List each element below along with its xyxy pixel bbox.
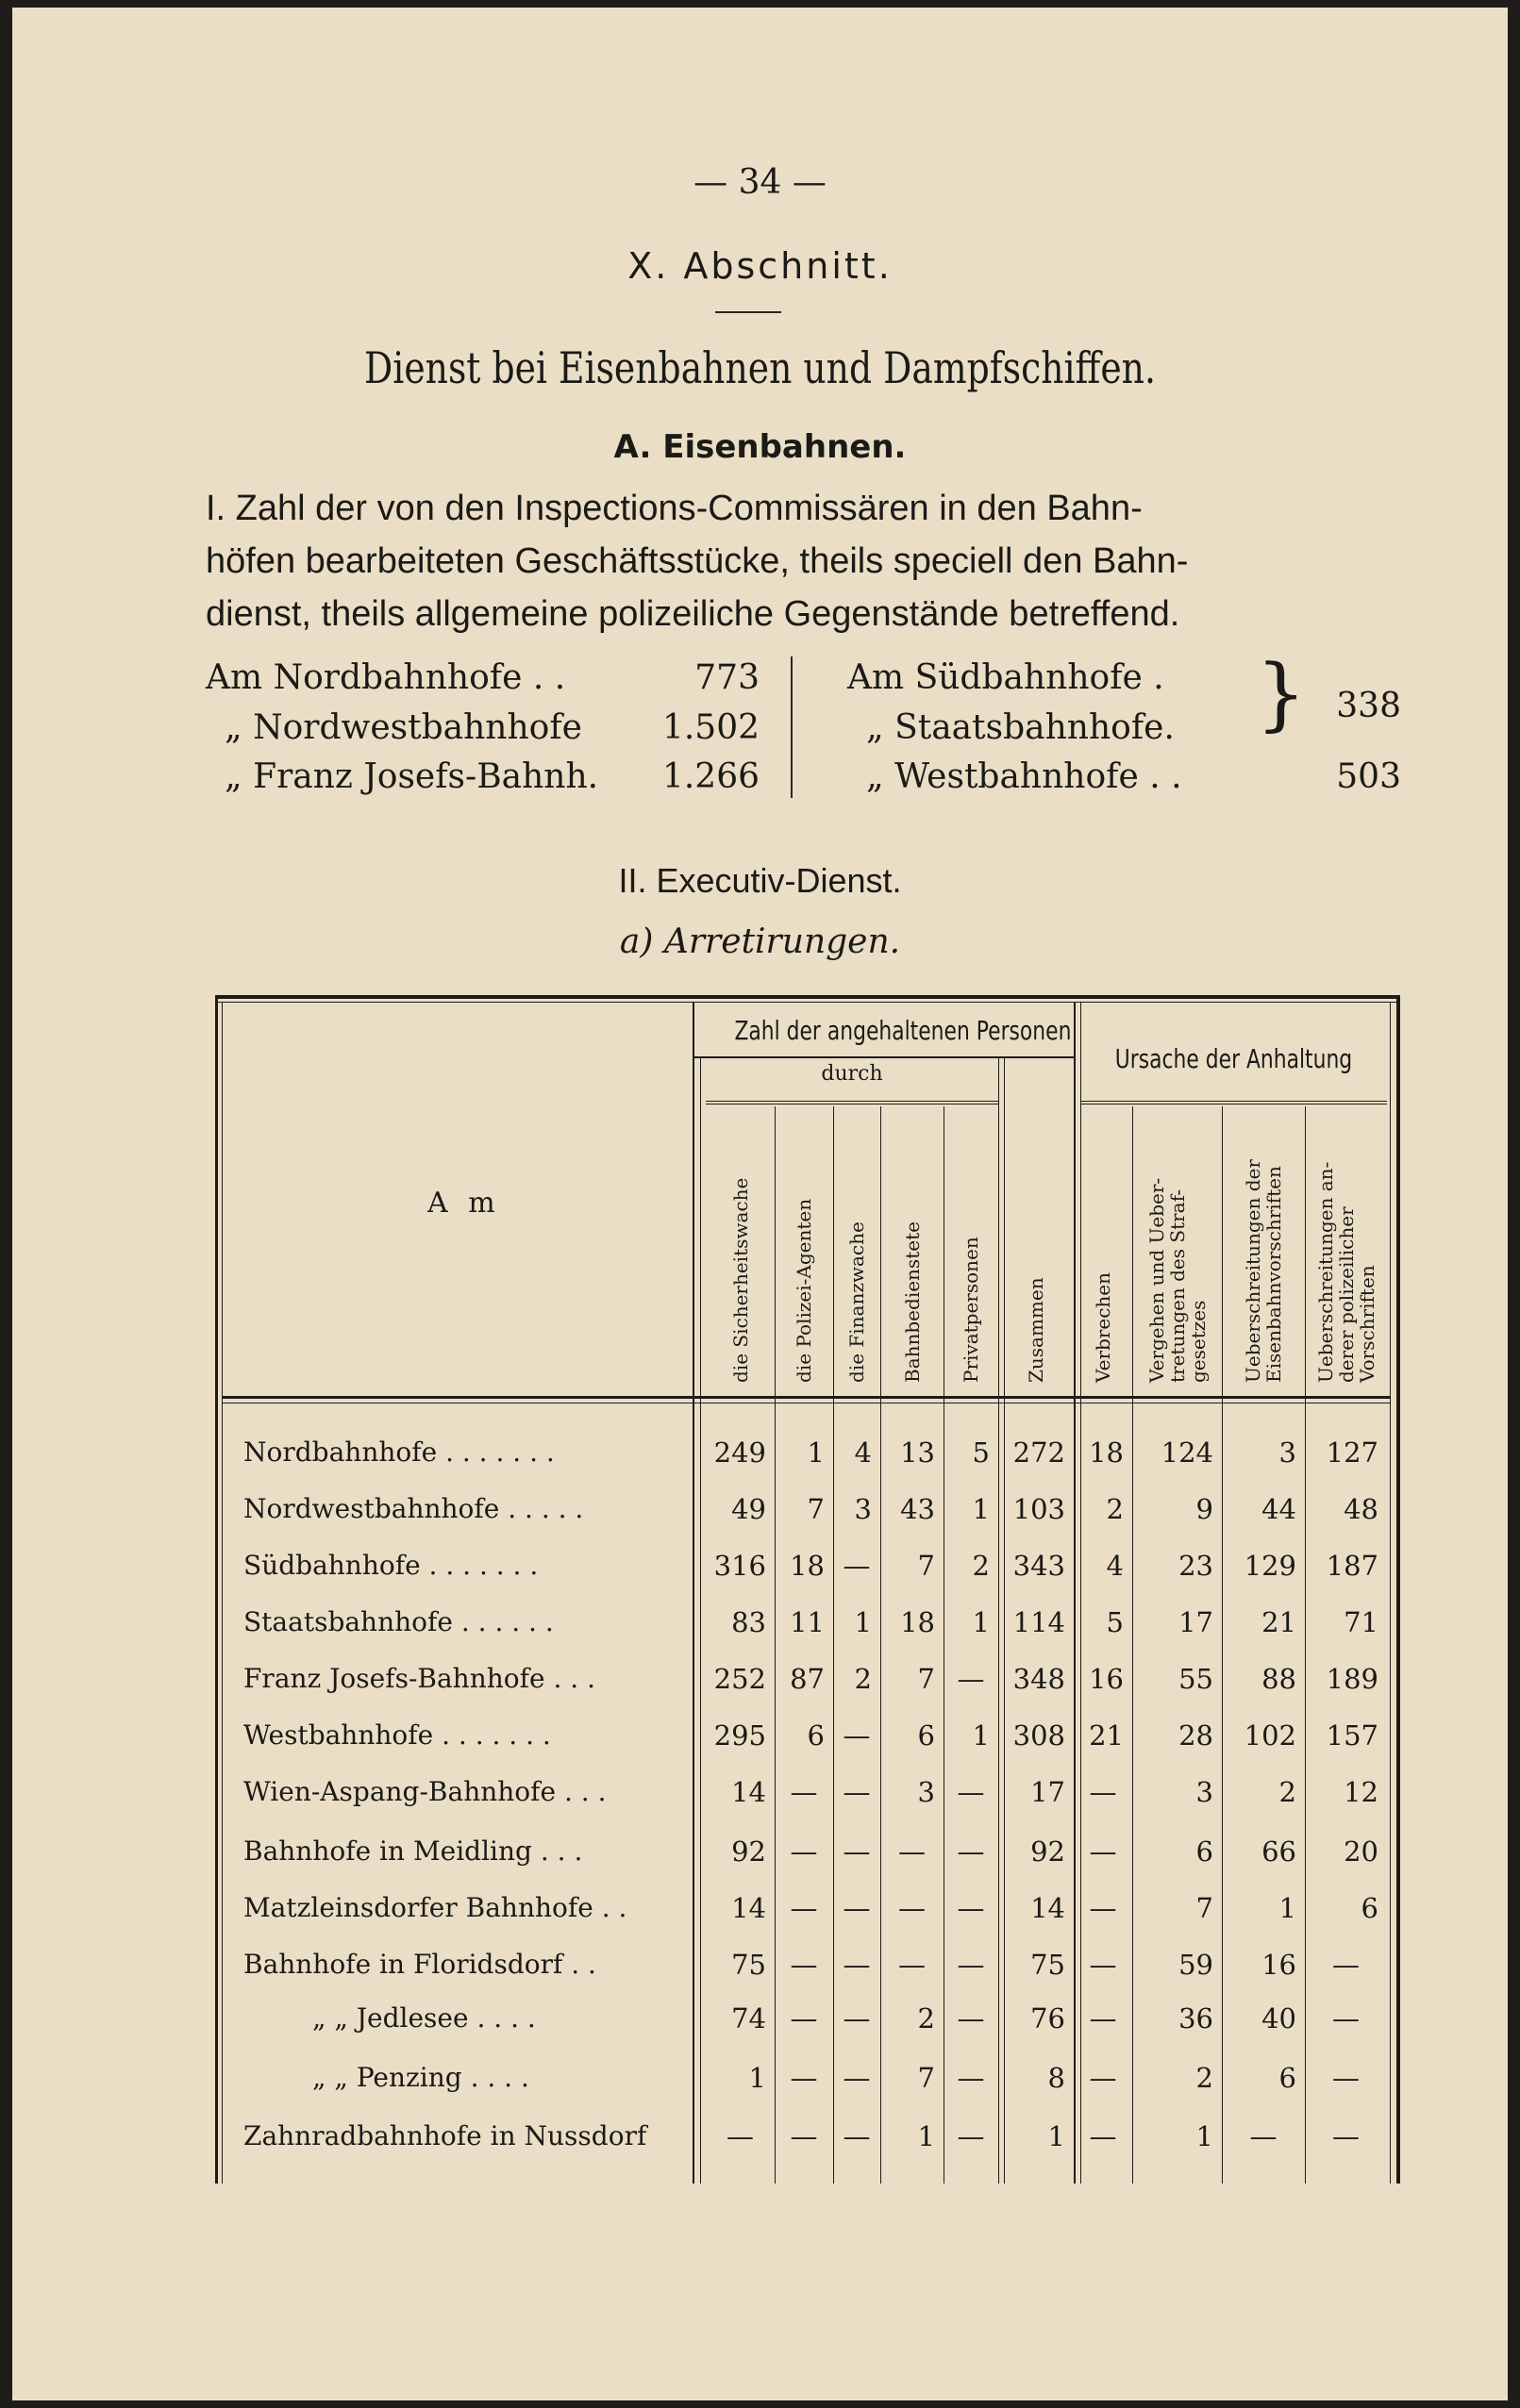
table-cell: 66 (1261, 1835, 1296, 1868)
table-cell: — (957, 2062, 985, 2094)
table-cell: 2 (1195, 2062, 1213, 2094)
table-cell: — (790, 1892, 818, 1924)
table-row-label: Südbahnhofe . . . . . . . (243, 1550, 539, 1581)
section-heading: X. Abschnitt. (627, 245, 893, 287)
table-cell: 7 (807, 1493, 825, 1525)
table-right-border (1396, 995, 1400, 2184)
table-cell: 1 (748, 2062, 766, 2094)
column-header-text: Verbrechen (1092, 1271, 1114, 1383)
table-cell: 28 (1178, 1719, 1213, 1752)
table-cell: — (1089, 2062, 1117, 2094)
table-cell: — (843, 2002, 871, 2034)
table-cell: 48 (1344, 1493, 1378, 1525)
table-cell: — (790, 2120, 818, 2152)
table-left-border (215, 995, 218, 2184)
table-left-border-inner (222, 1002, 223, 2184)
table-cell: 2 (854, 1663, 872, 1695)
table-cell: 1 (807, 1436, 825, 1469)
table-cell: 75 (731, 1949, 766, 1981)
table-cell: 308 (1012, 1719, 1065, 1752)
table-top-border (215, 995, 1399, 999)
table-cell: — (843, 1949, 871, 1981)
table-cell: 2 (1106, 1493, 1124, 1525)
table-cell: 102 (1244, 1719, 1296, 1752)
arrests-table (12, 8, 1508, 2400)
stat-left-value: 773 (694, 658, 760, 697)
table-cell: — (1089, 2120, 1117, 2152)
table-cell: 1 (1195, 2120, 1213, 2152)
table-cell: 40 (1261, 2002, 1296, 2034)
table-cell: — (1089, 2002, 1117, 2034)
table-cell: 12 (1344, 1776, 1378, 1808)
durch-rule (706, 1101, 998, 1102)
table-cell: 129 (1244, 1550, 1296, 1582)
table-row-label: Nordwestbahnhofe . . . . . (243, 1493, 584, 1524)
table-cell: 13 (900, 1436, 935, 1469)
column-header-text: Zusammen (1025, 1277, 1047, 1383)
table-cell: 127 (1326, 1436, 1378, 1469)
table-cell: 1 (1278, 1892, 1296, 1924)
table-cell: 3 (1195, 1776, 1213, 1808)
table-cell: — (957, 1663, 985, 1695)
table-cell: 16 (1089, 1663, 1124, 1695)
stat-left-label: „ Franz Josefs-Bahnh. (225, 757, 599, 796)
table-cell: 6 (1278, 2062, 1296, 2094)
table-cell: 21 (1261, 1606, 1296, 1638)
column-header-text: Ueberschreitungen an- derer polizeilicher Vorschriften (1313, 1161, 1378, 1383)
table-cell: 14 (731, 1892, 766, 1924)
table-cell: — (843, 1892, 871, 1924)
stat-right-value: 503 (1336, 757, 1401, 796)
table-cell: — (1089, 1776, 1117, 1808)
table-cell: 16 (1261, 1949, 1296, 1981)
stat-right-label: „ Westbahnhofe . . (866, 757, 1182, 796)
table-cell: — (843, 2062, 871, 2094)
column-header-text: die Finanzwache (845, 1221, 868, 1383)
table-cell: 348 (1012, 1663, 1065, 1695)
table-cell: 5 (1106, 1606, 1124, 1638)
group2-header: Ursache der Anhaltung (1114, 1043, 1353, 1074)
table-cell: — (1332, 2062, 1360, 2094)
group1-header: Zahl der angehaltenen Personen (734, 1015, 1072, 1046)
table-cell: — (790, 1949, 818, 1981)
table-cell: 17 (1178, 1606, 1213, 1638)
table-cell: — (898, 1892, 926, 1924)
table-cell: 1 (972, 1606, 990, 1638)
table-cell: — (790, 2062, 818, 2094)
table-cell: 189 (1326, 1663, 1378, 1695)
table-cell: — (1089, 1835, 1117, 1868)
page-number: — 34 — (693, 163, 827, 202)
am-column-header: A m (427, 1187, 501, 1220)
table-cell: 55 (1178, 1663, 1213, 1695)
table-cell: 75 (1030, 1949, 1065, 1981)
table-cell: 43 (900, 1493, 935, 1525)
table-cell: 7 (917, 1550, 935, 1582)
table-cell: — (957, 1892, 985, 1924)
table-cell: 83 (731, 1606, 766, 1638)
table-cell: 44 (1261, 1493, 1296, 1525)
group1-rule (693, 1056, 1074, 1058)
table-cell: — (957, 2002, 985, 2034)
table-cell: 272 (1012, 1436, 1065, 1469)
column-header-text: die Sicherheitswache (728, 1177, 752, 1383)
table-cell: 114 (1012, 1606, 1065, 1638)
table-cell: 2 (972, 1550, 990, 1582)
table-cell: 59 (1178, 1949, 1213, 1981)
table-cell: — (957, 1776, 985, 1808)
stat-left-value: 1.266 (661, 757, 760, 796)
table-cell: 1 (972, 1493, 990, 1525)
table-row-label: Wien-Aspang-Bahnhofe . . . (243, 1776, 607, 1807)
table-cell: — (790, 1835, 818, 1868)
table-cell: 23 (1178, 1550, 1213, 1582)
table-cell: 124 (1161, 1436, 1213, 1469)
table-cell: 14 (731, 1776, 766, 1808)
table-cell: — (1089, 1949, 1117, 1981)
table-cell: — (843, 1776, 871, 1808)
header-rule (222, 1396, 1391, 1399)
table-cell: 11 (790, 1606, 825, 1638)
table-cell: 14 (1030, 1892, 1065, 1924)
label-column-line-inner (700, 1056, 701, 2184)
stat-left-label: „ Nordwestbahnhofe (225, 708, 582, 747)
table-cell: — (957, 1949, 985, 1981)
intro-line-2: höfen bearbeiteten Geschäftsstücke, theils speciell den Bahn- (206, 541, 1189, 581)
group2-rule (1080, 1101, 1387, 1102)
table-cell: 1 (917, 2120, 935, 2152)
table-cell: — (1332, 2120, 1360, 2152)
table-row-label: Bahnhofe in Meidling . . . (243, 1835, 583, 1867)
table-cell: 187 (1326, 1550, 1378, 1582)
column-header-text: Ueberschreitungen der Eisenbahnvorschriften (1242, 1159, 1285, 1383)
table-cell: — (790, 1776, 818, 1808)
table-cell: — (1089, 1892, 1117, 1924)
table-cell: 71 (1344, 1606, 1378, 1638)
table-cell: 3 (1278, 1436, 1296, 1469)
subsection-heading: A. Eisenbahnen. (613, 428, 907, 466)
table-cell: 9 (1195, 1493, 1213, 1525)
table-cell: 49 (731, 1493, 766, 1525)
table-cell: 88 (1261, 1663, 1296, 1695)
table-cell: — (1249, 2120, 1278, 2152)
table-row-label: Matzleinsdorfer Bahnhofe . . (243, 1892, 627, 1923)
table-cell: 8 (1047, 2062, 1065, 2094)
stat-left-label: Am Nordbahnhofe . . (206, 658, 566, 697)
table-cell: 2 (1278, 1776, 1296, 1808)
table-row-label: Staatsbahnhofe . . . . . . (243, 1606, 554, 1637)
table-cell: 7 (917, 2062, 935, 2094)
table-cell: 18 (790, 1550, 825, 1582)
table-right-border-inner (1390, 1002, 1391, 2184)
table-cell: — (843, 2120, 871, 2152)
stat-right-label: Am Südbahnhofe . (847, 658, 1164, 697)
table-cell: 18 (1089, 1436, 1124, 1469)
table-row-label: Franz Josefs-Bahnhofe . . . (243, 1663, 595, 1694)
stat-left-value: 1.502 (661, 708, 760, 747)
table-row-label: Nordbahnhofe . . . . . . . (243, 1436, 555, 1468)
column-header-text: Bahnbedienstete (900, 1221, 924, 1383)
section-2a-heading: a) Arretirungen. (619, 922, 901, 961)
table-row-label: „ „ Jedlesee . . . . (312, 2002, 536, 2034)
intro-line-1: I. Zahl der von den Inspections-Commissären in den Bahn- (206, 489, 1143, 528)
table-cell: 252 (713, 1663, 766, 1695)
document-page (12, 8, 1508, 2400)
table-cell: 74 (731, 2002, 766, 2034)
table-row-label: Bahnhofe in Floridsdorf . . (243, 1949, 596, 1980)
table-cell: 4 (1106, 1550, 1124, 1582)
section-2-heading: II. Executiv-Dienst. (618, 861, 902, 900)
table-cell: — (1332, 1949, 1360, 1981)
table-row-label: Zahnradbahnhofe in Nussdorf (243, 2120, 647, 2151)
table-cell: — (898, 1835, 926, 1868)
stat-right-combined-value: 338 (1336, 687, 1401, 725)
table-cell: 6 (1195, 1835, 1213, 1868)
table-cell: 87 (790, 1663, 825, 1695)
table-cell: 76 (1030, 2002, 1065, 2034)
table-cell: 6 (807, 1719, 825, 1752)
table-cell: — (1332, 2002, 1360, 2034)
page-title: Dienst bei Eisenbahnen und Dampfschiffen. (364, 342, 1156, 393)
table-cell: — (790, 2002, 818, 2034)
table-cell: 295 (713, 1719, 766, 1752)
table-cell: 3 (917, 1776, 935, 1808)
table-cell: 17 (1030, 1776, 1065, 1808)
table-cell: 7 (1195, 1892, 1213, 1924)
table-row-label: „ „ Penzing . . . . (312, 2062, 529, 2093)
table-cell: 343 (1012, 1550, 1065, 1582)
label-column-line (693, 1002, 694, 2184)
table-cell: 2 (917, 2002, 935, 2034)
table-cell: 6 (1361, 1892, 1378, 1924)
table-cell: 6 (917, 1719, 935, 1752)
table-cell: 21 (1089, 1719, 1124, 1752)
intro-line-3: dienst, theils allgemeine polizeiliche Gegenstände betreffend. (206, 594, 1180, 634)
table-cell: 20 (1344, 1835, 1378, 1868)
table-cell: 316 (713, 1550, 766, 1582)
table-cell: 1 (854, 1606, 872, 1638)
table-cell: — (957, 2120, 985, 2152)
table-cell: 92 (731, 1835, 766, 1868)
table-cell: 103 (1012, 1493, 1065, 1525)
column-header-text: die Polizei-Agenten (793, 1198, 815, 1383)
table-cell: 4 (854, 1436, 872, 1469)
table-cell: — (727, 2120, 754, 2152)
table-top-border-inner (215, 1002, 1399, 1003)
table-cell: — (843, 1835, 871, 1868)
table-cell: — (898, 1949, 926, 1981)
durch-label: durch (821, 1062, 883, 1086)
brace-icon: } (1256, 647, 1307, 739)
table-cell: — (843, 1550, 871, 1582)
table-cell: 92 (1030, 1835, 1065, 1868)
table-cell: 18 (900, 1606, 935, 1638)
table-row-label: Westbahnhofe . . . . . . . (243, 1719, 551, 1751)
table-cell: 249 (713, 1436, 766, 1469)
table-cell: 3 (854, 1493, 872, 1525)
table-cell: 1 (1047, 2120, 1065, 2152)
table-cell: 7 (917, 1663, 935, 1695)
table-cell: 5 (972, 1436, 990, 1469)
table-cell: — (843, 1719, 871, 1752)
table-cell: 1 (972, 1719, 990, 1752)
column-header-text: Vergehen und Ueber- tretungen des Straf- gesetzes (1144, 1177, 1210, 1383)
table-cell: 157 (1326, 1719, 1378, 1752)
table-cell: — (957, 1835, 985, 1868)
column-header-text: Privatpersonen (960, 1237, 982, 1383)
stat-right-label: „ Staatsbahnhofe. (866, 708, 1175, 747)
table-cell: 36 (1178, 2002, 1213, 2034)
